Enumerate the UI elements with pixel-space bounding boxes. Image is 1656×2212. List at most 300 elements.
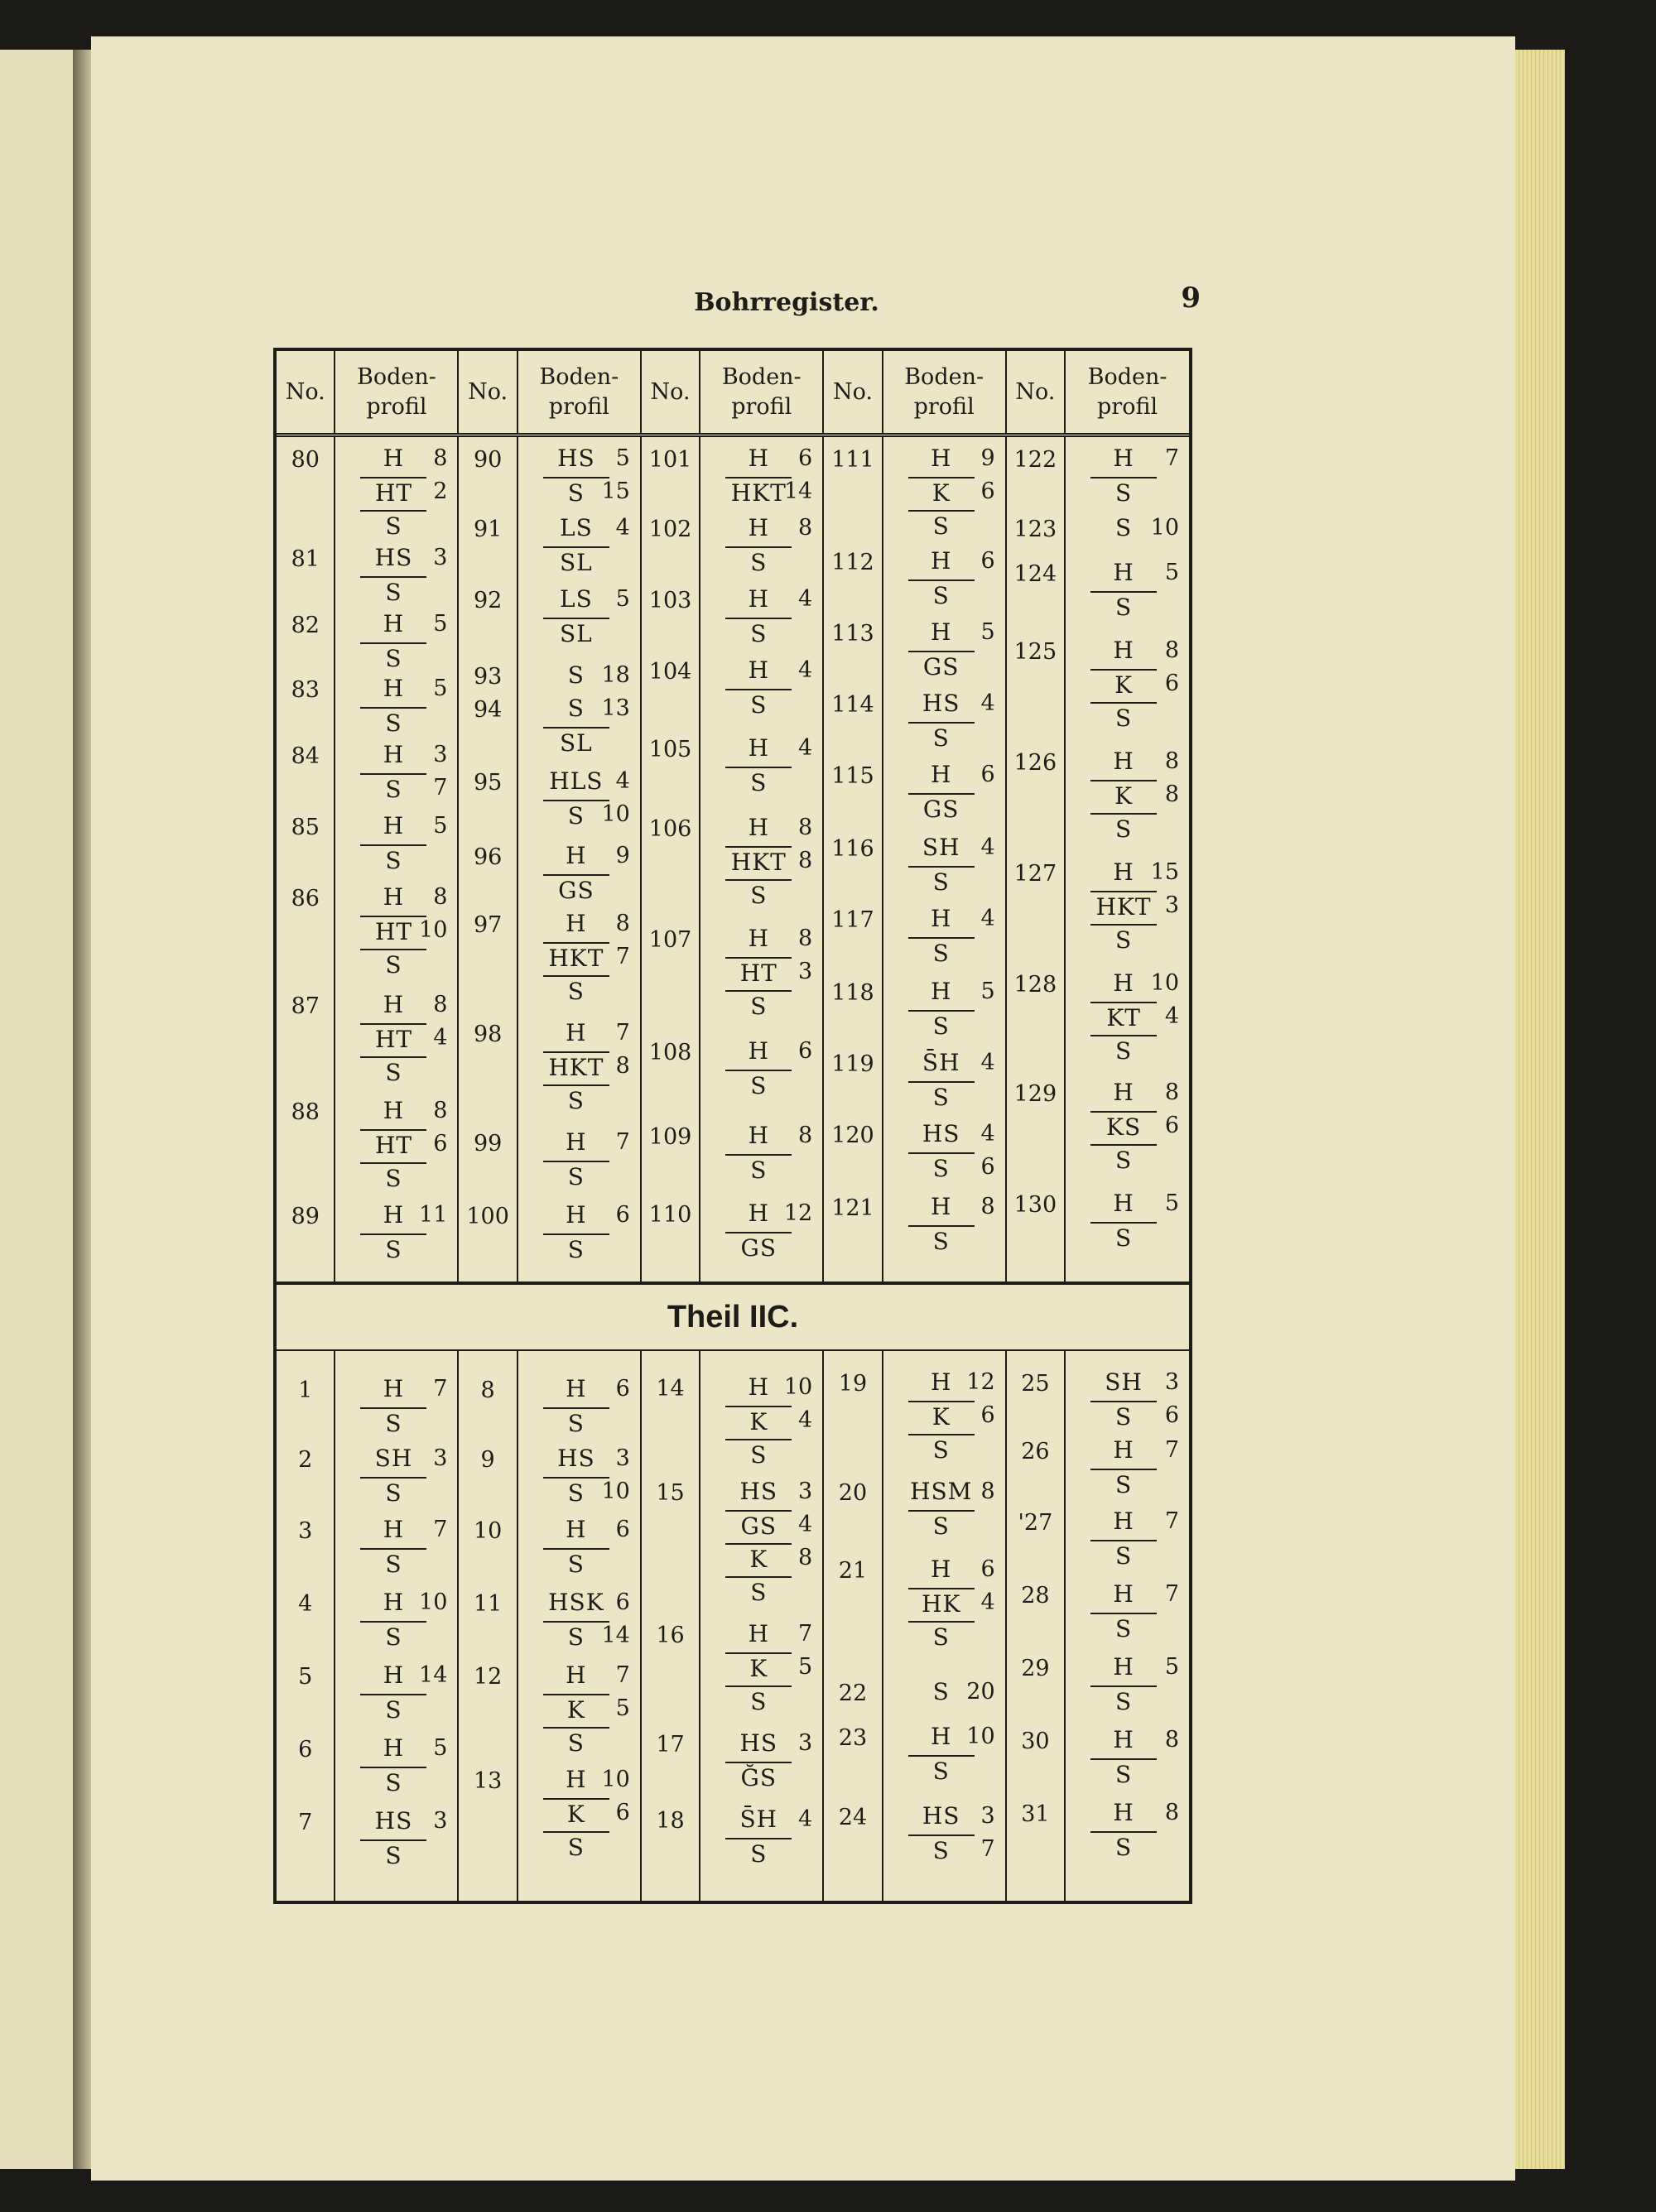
soil-symbol: H bbox=[383, 741, 405, 768]
soil-symbol: S bbox=[1090, 1685, 1157, 1717]
layer-thickness: 8 bbox=[433, 445, 448, 471]
header-no: No. bbox=[459, 351, 518, 433]
profile-layer bbox=[883, 689, 1005, 722]
profile-layer bbox=[1066, 1613, 1189, 1646]
column-no bbox=[1007, 437, 1066, 1282]
column-bodenprofil bbox=[335, 1351, 459, 1901]
boring-number: 128 bbox=[1013, 972, 1057, 998]
profile-layer bbox=[1066, 558, 1189, 591]
profile-layer bbox=[700, 546, 822, 579]
soil-symbol: H bbox=[383, 445, 405, 472]
boring-number: 96 bbox=[473, 844, 503, 870]
soil-symbol: SL bbox=[543, 618, 609, 649]
layer-thickness: 7 bbox=[615, 944, 630, 969]
column-no bbox=[642, 1351, 700, 1901]
soil-symbol: S bbox=[908, 579, 975, 611]
boring-number: 16 bbox=[656, 1623, 685, 1648]
profile-layer bbox=[518, 975, 640, 1008]
soil-symbol: H bbox=[566, 910, 587, 937]
profile-layer bbox=[883, 977, 1005, 1010]
profile-layer bbox=[335, 1444, 457, 1477]
soil-symbol: H bbox=[930, 978, 952, 1005]
layer-thickness: 2 bbox=[433, 478, 448, 504]
profile-layer bbox=[700, 1477, 822, 1510]
boring-number: 99 bbox=[473, 1131, 503, 1156]
soil-symbol: S bbox=[360, 844, 426, 876]
profile-layer bbox=[700, 813, 822, 846]
soil-symbol: S bbox=[543, 1831, 609, 1863]
soil-profile bbox=[883, 1477, 1005, 1543]
soil-profile bbox=[883, 689, 1005, 755]
boring-number: 86 bbox=[291, 886, 320, 911]
soil-symbol: S bbox=[725, 879, 792, 911]
layer-thickness: 4 bbox=[798, 735, 813, 761]
layer-thickness: 10 bbox=[601, 1767, 630, 1792]
running-head: Bohrregister. bbox=[694, 288, 879, 317]
soil-profile bbox=[883, 760, 1005, 826]
profile-layer bbox=[518, 618, 640, 651]
boring-number: 126 bbox=[1013, 750, 1057, 776]
column-bodenprofil bbox=[1066, 1351, 1189, 1901]
profile-layer bbox=[883, 1368, 1005, 1401]
profile-layer bbox=[883, 1225, 1005, 1258]
soil-symbol: H bbox=[748, 445, 769, 472]
profile-layer bbox=[700, 1199, 822, 1232]
boring-number: 115 bbox=[831, 763, 874, 789]
profile-layer bbox=[518, 1765, 640, 1798]
column-no bbox=[642, 437, 700, 1282]
soil-symbol: S bbox=[360, 773, 426, 805]
page-edges bbox=[1515, 50, 1565, 2169]
profile-layer bbox=[883, 510, 1005, 543]
profile-layer bbox=[1066, 591, 1189, 624]
profile-layer bbox=[700, 1121, 822, 1154]
soil-symbol: S bbox=[360, 1233, 426, 1265]
layer-thickness: 4 bbox=[980, 1050, 995, 1075]
profile-layer bbox=[518, 1444, 640, 1477]
bohrregister-table bbox=[273, 348, 1192, 1904]
boring-number: 31 bbox=[1021, 1801, 1050, 1827]
profile-layer bbox=[335, 916, 457, 949]
column-no bbox=[824, 437, 883, 1282]
soil-profile bbox=[883, 1368, 1005, 1467]
soil-symbol: HKT bbox=[543, 1051, 609, 1083]
profile-layer bbox=[335, 1056, 457, 1089]
column-bodenprofil bbox=[883, 437, 1007, 1282]
soil-symbol: S bbox=[360, 1056, 426, 1088]
layer-thickness: 5 bbox=[980, 619, 995, 645]
soil-symbol: H bbox=[748, 1620, 769, 1647]
soil-symbol: H bbox=[1113, 969, 1134, 997]
layer-thickness: 10 bbox=[601, 1479, 630, 1504]
soil-profile bbox=[518, 1374, 640, 1440]
profile-layer bbox=[335, 1515, 457, 1548]
soil-profile bbox=[518, 1515, 640, 1581]
soil-profile bbox=[700, 1729, 822, 1795]
soil-symbol: K bbox=[543, 1694, 609, 1725]
soil-symbol: H bbox=[748, 514, 769, 541]
profile-layer bbox=[518, 1374, 640, 1407]
soil-symbol: S̄H bbox=[739, 1806, 778, 1833]
profile-layer bbox=[700, 1838, 822, 1871]
boring-number: 24 bbox=[838, 1805, 868, 1830]
soil-symbol: H bbox=[930, 1723, 952, 1750]
profile-layer bbox=[1066, 1507, 1189, 1540]
soil-profile bbox=[518, 1588, 640, 1654]
profile-layer bbox=[335, 811, 457, 844]
boring-number: 13 bbox=[473, 1768, 503, 1794]
soil-profile bbox=[518, 444, 640, 510]
soil-profile bbox=[335, 1374, 457, 1440]
soil-symbol: H bbox=[930, 905, 952, 932]
soil-profile bbox=[1066, 636, 1189, 735]
profile-layer bbox=[335, 1407, 457, 1440]
profile-layer bbox=[883, 1401, 1005, 1434]
boring-number: 29 bbox=[1021, 1656, 1050, 1681]
layer-thickness: 8 bbox=[1164, 781, 1180, 807]
header-profile: Boden- profil bbox=[335, 351, 459, 433]
profile-layer bbox=[1066, 1469, 1189, 1502]
soil-profile bbox=[518, 767, 640, 833]
soil-symbol: GS bbox=[908, 793, 975, 825]
profile-layer bbox=[518, 513, 640, 546]
boring-number: 11 bbox=[473, 1591, 503, 1617]
column-no bbox=[824, 1351, 883, 1901]
layer-thickness: 8 bbox=[980, 1194, 995, 1219]
soil-profile bbox=[335, 444, 457, 543]
layer-thickness: 3 bbox=[798, 1479, 813, 1504]
column-no bbox=[1007, 1351, 1066, 1901]
profile-layer bbox=[883, 1010, 1005, 1043]
layer-thickness: 6 bbox=[615, 1202, 630, 1228]
soil-symbol: K bbox=[725, 1652, 792, 1684]
layer-thickness: 8 bbox=[798, 926, 813, 951]
soil-symbol: S bbox=[1090, 1035, 1157, 1066]
soil-symbol: S bbox=[1090, 1401, 1157, 1432]
layer-thickness: 12 bbox=[966, 1369, 995, 1395]
layer-thickness: 15 bbox=[601, 478, 630, 504]
layer-thickness: 4 bbox=[980, 690, 995, 716]
profile-layer bbox=[700, 1439, 822, 1472]
boring-number: 81 bbox=[291, 546, 320, 572]
soil-symbol: H bbox=[1113, 1726, 1134, 1753]
layer-thickness: 15 bbox=[1150, 859, 1180, 885]
layer-thickness: 10 bbox=[783, 1374, 813, 1400]
soil-profile bbox=[700, 584, 822, 651]
layer-thickness: 5 bbox=[1164, 560, 1180, 585]
soil-symbol: S bbox=[1090, 1831, 1157, 1863]
layer-thickness: 8 bbox=[798, 1545, 813, 1570]
boring-number: 100 bbox=[466, 1204, 509, 1229]
column-bodenprofil bbox=[883, 1351, 1007, 1901]
layer-thickness: 18 bbox=[601, 662, 630, 688]
soil-symbol: HS bbox=[374, 544, 413, 571]
profile-layer bbox=[335, 1374, 457, 1407]
soil-symbol: S bbox=[1090, 1144, 1157, 1176]
profile-layer bbox=[518, 841, 640, 874]
soil-symbol: S bbox=[360, 949, 426, 980]
soil-symbol: S bbox=[360, 1407, 426, 1439]
soil-symbol: K bbox=[1090, 669, 1157, 700]
profile-layer bbox=[335, 740, 457, 773]
profile-layer bbox=[700, 618, 822, 651]
boring-number: 25 bbox=[1021, 1371, 1050, 1397]
layer-thickness: 8 bbox=[798, 1123, 813, 1148]
column-no bbox=[277, 437, 335, 1282]
soil-symbol: SH bbox=[374, 1445, 413, 1472]
soil-symbol: H bbox=[383, 1516, 405, 1543]
profile-layer bbox=[1066, 1078, 1189, 1111]
boring-number: 26 bbox=[1021, 1439, 1050, 1464]
soil-symbol: S bbox=[908, 1755, 975, 1786]
soil-profile bbox=[700, 733, 822, 800]
profile-layer bbox=[700, 1805, 822, 1838]
boring-number: 92 bbox=[473, 588, 503, 613]
profile-layer bbox=[518, 694, 640, 727]
profile-layer bbox=[883, 866, 1005, 899]
soil-symbol: H bbox=[566, 1201, 587, 1229]
soil-symbol: H bbox=[566, 1661, 587, 1689]
soil-symbol: S bbox=[908, 1152, 975, 1184]
soil-symbol: S bbox=[360, 1477, 426, 1508]
soil-symbol: H bbox=[1113, 1653, 1134, 1681]
boring-number: 108 bbox=[648, 1040, 692, 1065]
profile-layer bbox=[518, 1548, 640, 1581]
soil-symbol: H bbox=[383, 812, 405, 839]
boring-number: 119 bbox=[831, 1051, 874, 1077]
layer-thickness: 10 bbox=[1150, 515, 1180, 541]
soil-profile bbox=[518, 1018, 640, 1118]
soil-profile bbox=[883, 1801, 1005, 1868]
boring-number: 4 bbox=[298, 1591, 313, 1617]
layer-thickness: 5 bbox=[433, 611, 448, 637]
profile-layer bbox=[1066, 969, 1189, 1002]
layer-thickness: 7 bbox=[1164, 1508, 1180, 1534]
profile-layer bbox=[700, 733, 822, 767]
profile-layer bbox=[518, 727, 640, 760]
soil-profile bbox=[335, 543, 457, 609]
soil-profile bbox=[700, 1805, 822, 1871]
profile-layer bbox=[518, 1588, 640, 1621]
soil-symbol: S bbox=[1090, 813, 1157, 844]
profile-layer bbox=[883, 833, 1005, 866]
layer-thickness: 8 bbox=[798, 515, 813, 541]
soil-profile bbox=[335, 990, 457, 1089]
boring-number: 12 bbox=[473, 1664, 503, 1690]
profile-layer bbox=[700, 1729, 822, 1762]
profile-layer bbox=[1066, 813, 1189, 846]
profile-layer bbox=[883, 1755, 1005, 1788]
soil-symbol: GS bbox=[725, 1232, 792, 1263]
profile-layer bbox=[518, 1798, 640, 1831]
profile-layer bbox=[518, 1727, 640, 1760]
boring-number: 104 bbox=[648, 659, 692, 685]
layer-thickness: 5 bbox=[615, 586, 630, 612]
soil-symbol: S bbox=[725, 1154, 792, 1185]
soil-profile bbox=[1066, 1435, 1189, 1502]
soil-symbol: H bbox=[930, 445, 952, 472]
book-gutter bbox=[73, 50, 91, 2169]
soil-profile bbox=[1066, 1798, 1189, 1864]
layer-thickness: 4 bbox=[980, 1589, 995, 1615]
soil-profile bbox=[518, 1765, 640, 1864]
layer-thickness: 7 bbox=[615, 1129, 630, 1155]
soil-symbol: HS bbox=[739, 1729, 778, 1757]
profile-layer bbox=[335, 1548, 457, 1581]
soil-symbol: S bbox=[908, 1835, 975, 1866]
soil-symbol: S̄H bbox=[922, 1049, 960, 1076]
soil-symbol: H bbox=[566, 1516, 587, 1543]
soil-symbol: S bbox=[725, 767, 792, 798]
soil-symbol: LS bbox=[560, 514, 593, 541]
boring-number: 130 bbox=[1013, 1192, 1057, 1218]
layer-thickness: 7 bbox=[615, 1662, 630, 1688]
soil-symbol: K bbox=[908, 477, 975, 508]
boring-number: 20 bbox=[838, 1480, 868, 1506]
profile-layer bbox=[700, 444, 822, 477]
layer-thickness: 4 bbox=[798, 657, 813, 683]
soil-profile bbox=[518, 513, 640, 579]
soil-symbol: H bbox=[383, 1097, 405, 1124]
profile-layer bbox=[883, 1434, 1005, 1467]
soil-symbol: H bbox=[1113, 1079, 1134, 1106]
soil-profile bbox=[700, 656, 822, 722]
profile-layer bbox=[1066, 1002, 1189, 1035]
profile-layer bbox=[518, 1831, 640, 1864]
profile-layer bbox=[518, 584, 640, 618]
soil-symbol: HT bbox=[360, 1129, 426, 1161]
profile-layer bbox=[700, 1232, 822, 1265]
layer-thickness: 3 bbox=[1164, 1369, 1180, 1395]
soil-symbol: S bbox=[908, 510, 975, 541]
profile-layer bbox=[883, 1192, 1005, 1225]
profile-layer bbox=[518, 477, 640, 510]
soil-profile bbox=[518, 1444, 640, 1510]
profile-layer bbox=[335, 1767, 457, 1800]
profile-layer bbox=[700, 1070, 822, 1103]
layer-thickness: 4 bbox=[798, 1407, 813, 1433]
layer-thickness: 3 bbox=[433, 1445, 448, 1471]
soil-symbol: S bbox=[1090, 1469, 1157, 1500]
header-profile: Boden- profil bbox=[883, 351, 1007, 433]
profile-layer bbox=[335, 609, 457, 642]
upper-section bbox=[277, 437, 1189, 1285]
boring-number: 1 bbox=[298, 1378, 313, 1403]
boring-number: 10 bbox=[473, 1518, 503, 1544]
profile-layer bbox=[335, 444, 457, 477]
soil-symbol: S bbox=[908, 1225, 975, 1257]
profile-layer bbox=[700, 1036, 822, 1070]
layer-thickness: 10 bbox=[966, 1724, 995, 1749]
profile-layer bbox=[700, 1406, 822, 1439]
soil-symbol: H bbox=[566, 1128, 587, 1156]
boring-number: 23 bbox=[838, 1725, 868, 1751]
soil-symbol: H bbox=[930, 1556, 952, 1583]
soil-symbol: H bbox=[1113, 559, 1134, 586]
soil-symbol: S bbox=[543, 1727, 609, 1758]
layer-thickness: 3 bbox=[1164, 892, 1180, 918]
profile-layer bbox=[1066, 1111, 1189, 1144]
profile-layer bbox=[518, 1477, 640, 1510]
facing-page-edge bbox=[0, 50, 73, 2169]
profile-layer bbox=[883, 793, 1005, 826]
soil-symbol: GS bbox=[908, 651, 975, 682]
layer-thickness: 6 bbox=[1164, 671, 1180, 696]
soil-symbol: H bbox=[1113, 1436, 1134, 1464]
profile-layer bbox=[1066, 1580, 1189, 1613]
soil-symbol: H bbox=[566, 1019, 587, 1046]
profile-layer bbox=[518, 1233, 640, 1267]
soil-symbol: HT bbox=[360, 477, 426, 508]
soil-profile bbox=[883, 546, 1005, 613]
soil-profile bbox=[518, 841, 640, 907]
header-profile: Boden- profil bbox=[518, 351, 642, 433]
soil-symbol: S bbox=[908, 1510, 975, 1541]
layer-thickness: 8 bbox=[980, 1479, 995, 1504]
profile-layer bbox=[518, 1407, 640, 1440]
profile-layer bbox=[335, 510, 457, 543]
layer-thickness: 3 bbox=[615, 1445, 630, 1471]
profile-layer bbox=[1066, 924, 1189, 957]
layer-thickness: 6 bbox=[980, 1154, 995, 1180]
soil-symbol: S bbox=[1090, 702, 1157, 733]
soil-profile bbox=[1066, 1652, 1189, 1719]
boring-number: 95 bbox=[473, 770, 503, 796]
layer-thickness: 8 bbox=[433, 884, 448, 910]
profile-layer bbox=[883, 1048, 1005, 1081]
boring-number: 112 bbox=[831, 550, 874, 575]
profile-layer bbox=[335, 882, 457, 916]
soil-symbol: S bbox=[908, 866, 975, 897]
soil-symbol: S bbox=[543, 1407, 609, 1439]
column-bodenprofil bbox=[518, 437, 642, 1282]
soil-symbol: S bbox=[360, 510, 426, 541]
layer-thickness: 6 bbox=[433, 1131, 448, 1156]
profile-layer bbox=[700, 924, 822, 957]
boring-number: 6 bbox=[298, 1737, 313, 1762]
profile-layer bbox=[1066, 702, 1189, 735]
profile-layer bbox=[335, 844, 457, 878]
profile-layer bbox=[883, 904, 1005, 937]
boring-number: 91 bbox=[473, 517, 503, 542]
profile-layer bbox=[883, 546, 1005, 579]
soil-symbol: S bbox=[360, 1621, 426, 1652]
boring-number: 106 bbox=[648, 816, 692, 842]
profile-layer bbox=[518, 1128, 640, 1161]
soil-profile bbox=[335, 674, 457, 740]
soil-symbol: K bbox=[1090, 780, 1157, 811]
soil-symbol: S bbox=[567, 695, 585, 722]
boring-number: 85 bbox=[291, 815, 320, 840]
layer-thickness: 14 bbox=[419, 1662, 448, 1688]
profile-layer bbox=[883, 1555, 1005, 1588]
boring-number: 93 bbox=[473, 664, 503, 690]
profile-layer bbox=[518, 1515, 640, 1548]
profile-layer bbox=[1066, 858, 1189, 891]
soil-profile bbox=[1066, 1725, 1189, 1791]
layer-thickness: 14 bbox=[783, 478, 813, 504]
soil-symbol: S bbox=[725, 546, 792, 578]
soil-profile bbox=[700, 813, 822, 912]
layer-thickness: 6 bbox=[615, 1589, 630, 1615]
soil-profile bbox=[700, 1619, 822, 1719]
profile-layer bbox=[518, 1661, 640, 1694]
profile-layer bbox=[1066, 1540, 1189, 1573]
profile-layer bbox=[335, 1806, 457, 1839]
boring-number: 19 bbox=[838, 1371, 868, 1397]
profile-layer bbox=[518, 661, 640, 694]
boring-number: 101 bbox=[648, 447, 692, 473]
